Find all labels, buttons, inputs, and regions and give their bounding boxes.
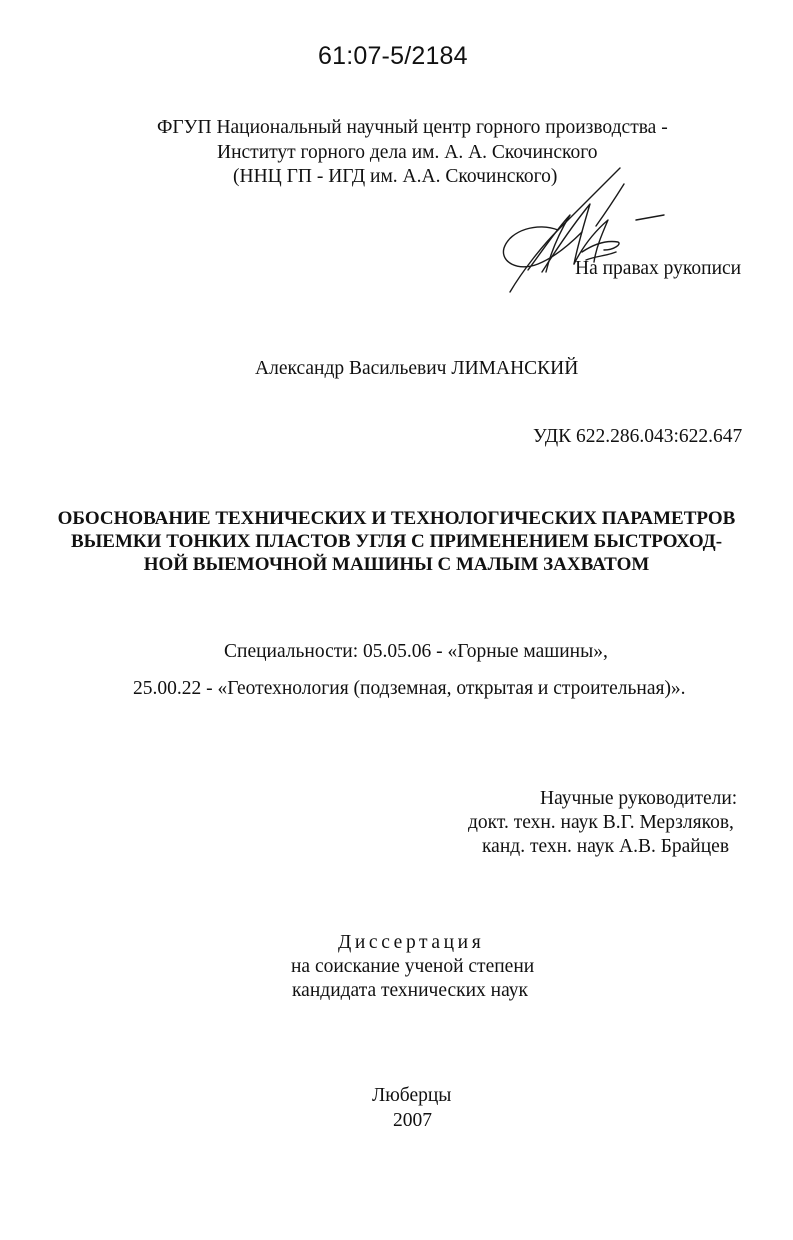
institution-line-2: Институт горного дела им. А. А. Скочинского	[217, 142, 598, 163]
document-code: 61:07-5/2184	[318, 42, 468, 70]
specialty-line-2: 25.00.22 - «Геотехнология (подземная, открытая и строительная)».	[133, 678, 686, 699]
institution-line-3: (ННЦ ГП - ИГД им. А.А. Скочинского)	[233, 166, 558, 187]
thesis-title-line-2: ВЫЕМКИ ТОНКИХ ПЛАСТОВ УГЛЯ С ПРИМЕНЕНИЕМ БЫСТРОХОД-	[70, 531, 723, 552]
supervisor-first: докт. техн. наук В.Г. Мерзляков,	[468, 812, 734, 833]
city: Люберцы	[372, 1085, 452, 1106]
supervisor-second: канд. техн. наук А.В. Брайцев	[482, 836, 730, 857]
year: 2007	[393, 1110, 432, 1131]
supervisors-heading: Научные руководители:	[540, 788, 738, 809]
thesis-title-line-3: НОЙ ВЫЕМОЧНОЙ МАШИНЫ С МАЛЫМ ЗАХВАТОМ	[143, 554, 650, 575]
institution-line-1: ФГУП Национальный научный центр горного производства -	[157, 117, 668, 138]
specialty-line-1: Специальности: 05.05.06 - «Горные машины»,	[224, 641, 608, 662]
udc-code: УДК 622.286.043:622.647	[533, 426, 743, 447]
dissertation-degree-line-2: кандидата технических наук	[292, 980, 528, 1001]
author-name: Александр Васильевич ЛИМАНСКИЙ	[255, 358, 579, 379]
thesis-title-line-1: ОБОСНОВАНИЕ ТЕХНИЧЕСКИХ И ТЕХНОЛОГИЧЕСКИХ ПАРАМЕТРОВ	[57, 508, 736, 529]
dissertation-heading: Диссертация	[338, 932, 485, 953]
manuscript-rights-note: На правах рукописи	[575, 258, 742, 279]
dissertation-degree-line-1: на соискание ученой степени	[291, 956, 535, 977]
